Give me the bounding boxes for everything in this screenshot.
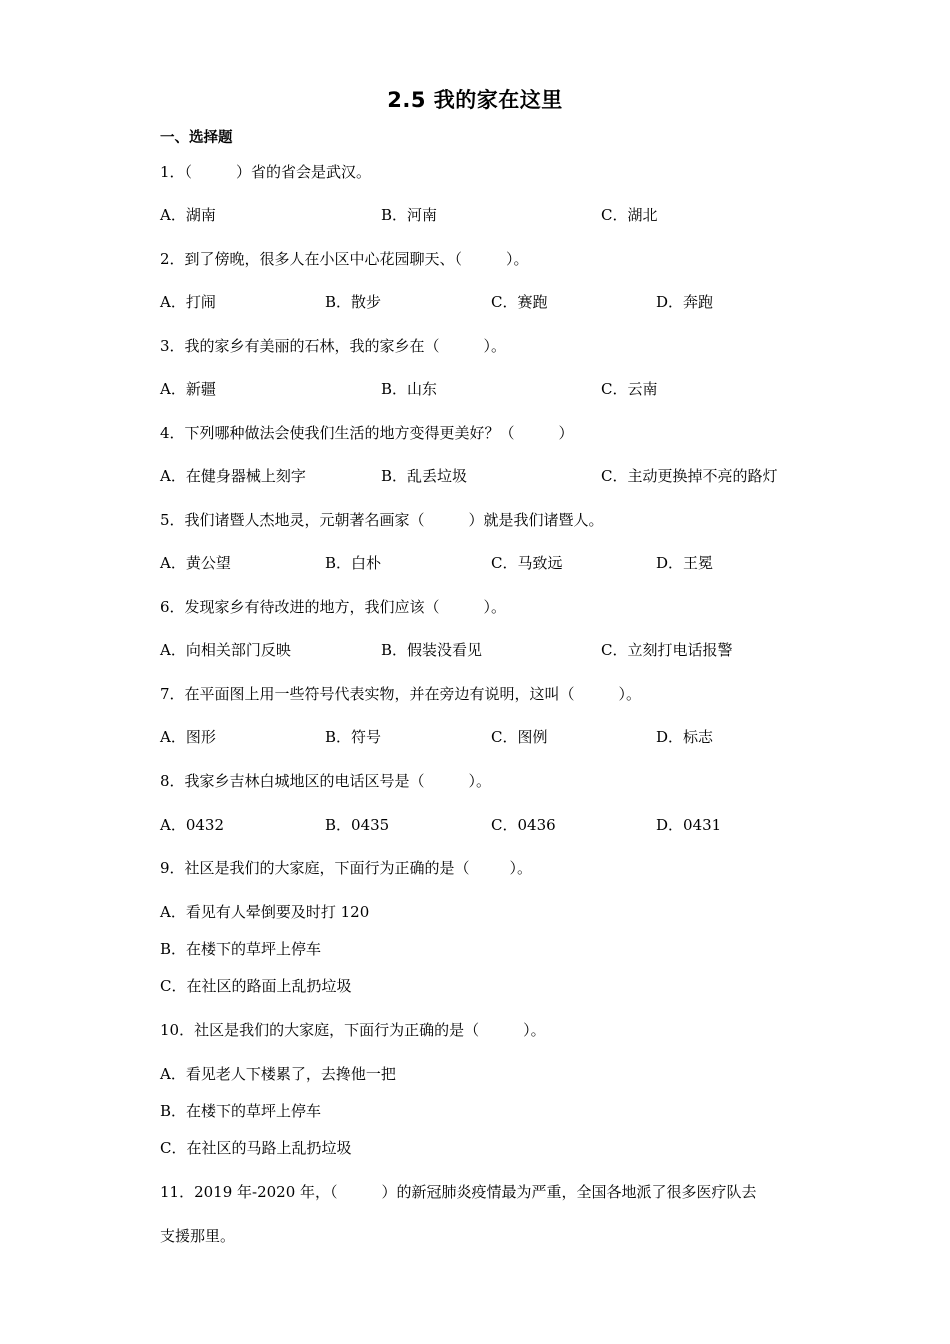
question-8-option-d: D．0431 [656,816,722,834]
question-1-option-c: C．湖北 [601,206,658,224]
question-10-option-b: B．在楼下的草坪上停车 [160,1102,322,1120]
question-5-option-d: D．王冕 [656,554,714,572]
question-9-stem: 9．社区是我们的大家庭，下面行为正确的是（ ）。 [160,859,533,877]
question-1-option-b: B．河南 [381,206,438,224]
question-7-option-d: D．标志 [656,728,714,746]
question-5-option-b: B．白朴 [325,554,382,572]
question-4-stem: 4．下列哪种做法会使我们生活的地方变得更美好？（ ） [160,424,574,442]
question-6-option-a: A．向相关部门反映 [160,641,291,659]
question-3-option-a: A．新疆 [160,380,216,398]
question-2-option-d: D．奔跑 [656,293,714,311]
question-4-option-b: B．乱丢垃圾 [381,467,468,485]
question-1-option-a: A．湖南 [160,206,216,224]
question-10-stem: 10．社区是我们的大家庭，下面行为正确的是（ ）。 [160,1021,546,1039]
question-3-stem: 3．我的家乡有美丽的石林，我的家乡在（ ）。 [160,337,507,355]
question-7-stem: 7．在平面图上用一些符号代表实物，并在旁边有说明，这叫（ ）。 [160,685,642,703]
question-2-option-b: B．散步 [325,293,382,311]
question-8-option-b: B．0435 [325,816,390,834]
page-title: 2.5 我的家在这里 [387,88,563,112]
question-9-option-a: A．看见有人晕倒要及时打 120 [160,903,370,921]
question-2-stem: 2．到了傍晚，很多人在小区中心花园聊天、（ ）。 [160,250,529,268]
question-11-stem-continued: 支援那里。 [160,1227,236,1245]
question-10-option-a: A．看见老人下楼累了，去搀他一把 [160,1065,396,1083]
question-7-option-a: A．图形 [160,728,216,746]
question-8-stem: 8．我家乡吉林白城地区的电话区号是（ ）。 [160,772,492,790]
question-3-option-c: C．云南 [601,380,658,398]
question-6-option-b: B．假装没看见 [381,641,483,659]
question-7-option-b: B．符号 [325,728,382,746]
question-9-option-c: C．在社区的路面上乱扔垃圾 [160,977,352,995]
question-1-stem: 1．（ ）省的省会是武汉。 [160,163,372,181]
question-5-option-c: C．马致远 [491,554,563,572]
question-6-stem: 6．发现家乡有待改进的地方，我们应该（ ）。 [160,598,507,616]
question-6-option-c: C．立刻打电话报警 [601,641,733,659]
question-2-option-c: C．赛跑 [491,293,548,311]
question-8-option-c: C．0436 [491,816,556,834]
question-10-option-c: C．在社区的马路上乱扔垃圾 [160,1139,352,1157]
question-4-option-c: C．主动更换掉不亮的路灯 [601,467,778,485]
question-9-option-b: B．在楼下的草坪上停车 [160,940,322,958]
question-2-option-a: A．打闹 [160,293,216,311]
question-5-option-a: A．黄公望 [160,554,231,572]
question-3-option-b: B．山东 [381,380,438,398]
section-heading: 一、选择题 [160,130,233,146]
question-4-option-a: A．在健身器械上刻字 [160,467,306,485]
question-11-stem: 11．2019 年-2020 年，（ ）的新冠肺炎疫情最为严重，全国各地派了很多医疗队去 [160,1183,757,1201]
question-5-stem: 5．我们诸暨人杰地灵，元朝著名画家（ ）就是我们诸暨人。 [160,511,604,529]
question-8-option-a: A．0432 [160,816,225,834]
question-7-option-c: C．图例 [491,728,548,746]
